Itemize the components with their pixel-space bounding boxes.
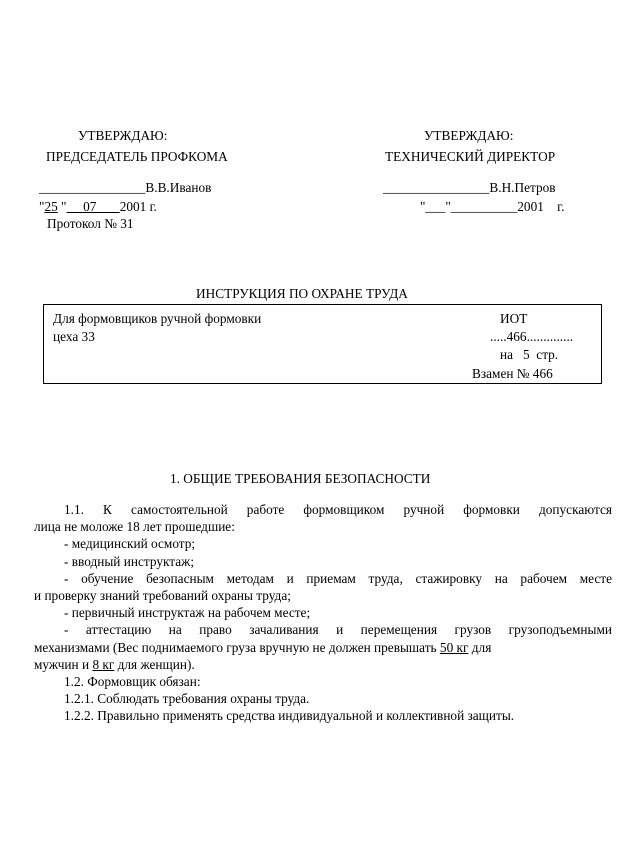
approval-right-heading: УТВЕРЖДАЮ: (424, 128, 514, 143)
instruction-number: .....466.............. (490, 329, 574, 344)
list-item-medical: - медицинский осмотр; (64, 536, 196, 552)
weight-limit-men: 50 кг (439, 639, 469, 655)
list-item-primary-briefing: - первичный инструктаж на рабочем месте; (64, 605, 311, 621)
approval-left-heading: УТВЕРЖДАЮ: (78, 128, 168, 143)
instruction-code: ИОТ (500, 311, 528, 326)
list-item-certification-line2 (34, 639, 612, 656)
approval-right-signature: ________________В.Н.Петров (383, 180, 556, 195)
instruction-for-line2: цеха 33 (53, 329, 95, 344)
section-heading: 1. ОБЩИЕ ТРЕБОВАНИЯ БЕЗОПАСНОСТИ (170, 471, 431, 486)
weight-limit-women: 8 кг (92, 656, 115, 672)
paragraph-1-1-line2: лица не моложе 18 лет прошедшие: (34, 519, 235, 535)
date-month: 07 (66, 199, 120, 214)
section-body (34, 501, 612, 725)
approval-right-title: ТЕХНИЧЕСКИЙ ДИРЕКТОР (385, 149, 556, 164)
certification-text-c: мужчин и (34, 656, 93, 672)
instruction-for-line1: Для формовщиков ручной формовки (53, 311, 262, 326)
date-day: 25 (44, 199, 58, 214)
instruction-replaces: Взамен № 466 (472, 366, 553, 381)
certification-text-b: для (468, 639, 492, 655)
date-year: 2001 г. (119, 199, 157, 214)
certification-text-d: для женщин). (114, 656, 195, 672)
approval-right-date: "___"__________2001 г. (420, 199, 565, 214)
paragraph-1-2: 1.2. Формовщик обязан: (64, 674, 201, 690)
list-item-training-line2: и проверку знаний требований охраны труда; (34, 588, 291, 604)
instruction-title: ИНСТРУКЦИЯ ПО ОХРАНЕ ТРУДА (196, 286, 408, 301)
paragraph-1-2-1: 1.2.1. Соблюдать требования охраны труда. (64, 691, 310, 707)
list-item-certification-line3 (34, 656, 612, 673)
paragraph-1-1-line1: 1.1. К самостоятельной работе формовщиком ручной формовки допускаются (64, 502, 612, 517)
approval-left-signature: ________________В.В.Иванов (39, 180, 212, 195)
instruction-box (43, 304, 602, 384)
list-item-intro-briefing: - вводный инструктаж; (64, 553, 195, 569)
protocol-number: Протокол № 31 (47, 216, 134, 231)
list-item-training-line1: - обучение безопасным методам и приемам труда, стажировку на рабочем месте (64, 570, 612, 586)
list-item-certification-line1: - аттестацию на право зачаливания и перемещения грузов грузоподъемными (64, 622, 612, 638)
date-quote-open: " (39, 199, 45, 214)
paragraph-1-2-2: 1.2.2. Правильно применять средства индивидуальной и коллективной защиты. (64, 708, 515, 724)
approval-left-date (39, 199, 157, 215)
certification-text-a: механизмами (Вес поднимаемого груза вручную не должен превышать (34, 639, 440, 655)
approval-left-title: ПРЕДСЕДАТЕЛЬ ПРОФКОМА (46, 149, 228, 164)
date-quote-close: " (57, 199, 67, 214)
instruction-pages: на 5 стр. (500, 347, 559, 362)
